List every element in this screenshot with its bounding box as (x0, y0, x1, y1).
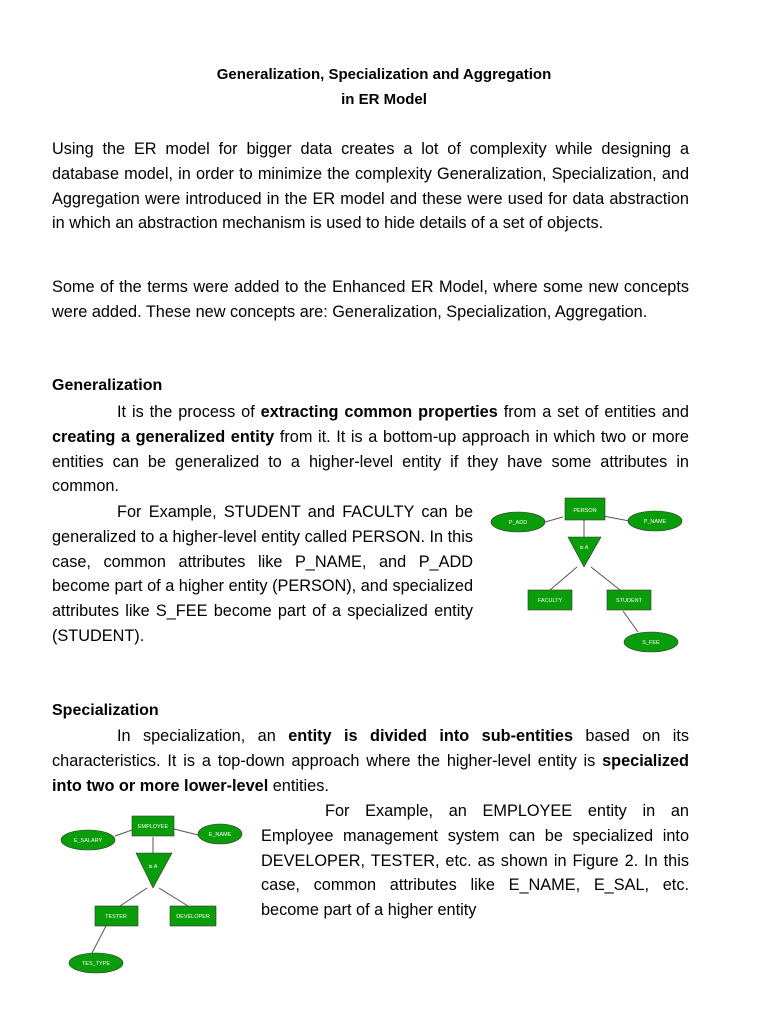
specialization-heading: Specialization (52, 702, 159, 719)
bold-term: extracting common properties (260, 403, 498, 421)
bold-term: creating a generalized entity (52, 427, 275, 446)
employee-label: EMPLOYEE (137, 824, 169, 830)
intro-paragraph-1: Using the ER model for bigger data creates a lot of complexity while designing a database model, in order to minimize the complexity Generalization, Specialization, and Aggregation were introduced in the ER model and these were used for data abstraction in which an abstraction mechanism is used to hide details of a set of objects. (52, 140, 689, 233)
p-name-label: P_NAME (643, 519, 667, 525)
faculty-label: FACULTY (537, 598, 563, 604)
s-fee-label: S_FEE (642, 640, 660, 646)
generalization-heading: Generalization (52, 377, 163, 394)
bold-term: specialized into two or more lower-level (52, 751, 689, 795)
student-label: STUDENT (616, 598, 642, 604)
text-run: It is the process of (117, 403, 261, 421)
specialization-diagram (58, 808, 243, 978)
isa-triangle (568, 537, 601, 567)
intro-paragraph-2: Some of the terms were added to the Enhanced ER Model, where some new concepts were added. These new concepts are: Generalization, Specialization, Aggregation. (52, 278, 689, 321)
title-line-1: Generalization, Specialization and Aggregation (216, 66, 552, 83)
e-name-label: E_NAME (208, 832, 232, 838)
generalization-paragraph-1 (52, 400, 689, 499)
text-run: from it. It is a bottom-up approach in which two or more entities can be generalized to a higher-level entity if they have some attributes in common. (52, 427, 689, 496)
isa-label: is A (148, 864, 158, 870)
p-add-label: P_ADD (508, 520, 528, 526)
tes-type-label: TES_TYPE (81, 961, 111, 967)
developer-label: DEVELOPER (176, 914, 210, 920)
title-line-2: in ER Model (341, 91, 427, 108)
isa-triangle (136, 853, 172, 888)
text-run: entities. (268, 776, 329, 795)
generalization-diagram (485, 492, 695, 657)
isa-label: is A (579, 545, 589, 551)
page-title (0, 62, 768, 112)
generalization-paragraph-2: For Example, STUDENT and FACULTY can be generalized to a higher-level entity called PERSON. In this case, common attributes like P_NAME, and P_ADD become part of a higher entity (PERSON), and specialized attributes like S_FEE become part of a specialized entity (STUDENT). (52, 503, 473, 645)
e-salary-label: E_SALARY (73, 838, 103, 844)
text-run: In specialization, an (117, 727, 289, 745)
specialization-paragraph-2: For Example, an EMPLOYEE entity in an Employee management system can be specialized into DEVELOPER, TESTER, etc. as shown in Figure 2. In this case, common attributes like E_NAME, E_SAL, etc. become part of a higher entity (261, 802, 689, 920)
person-label: PERSON (573, 508, 597, 514)
specialization-paragraph-1 (52, 724, 689, 798)
tester-label: TESTER (105, 914, 127, 920)
bold-term: entity is divided into sub-entities (288, 727, 574, 745)
text-run: from a set of entities and (497, 403, 689, 421)
text-run: based on its characteristics. It is a top-down approach where the higher-level entity is (52, 727, 689, 770)
